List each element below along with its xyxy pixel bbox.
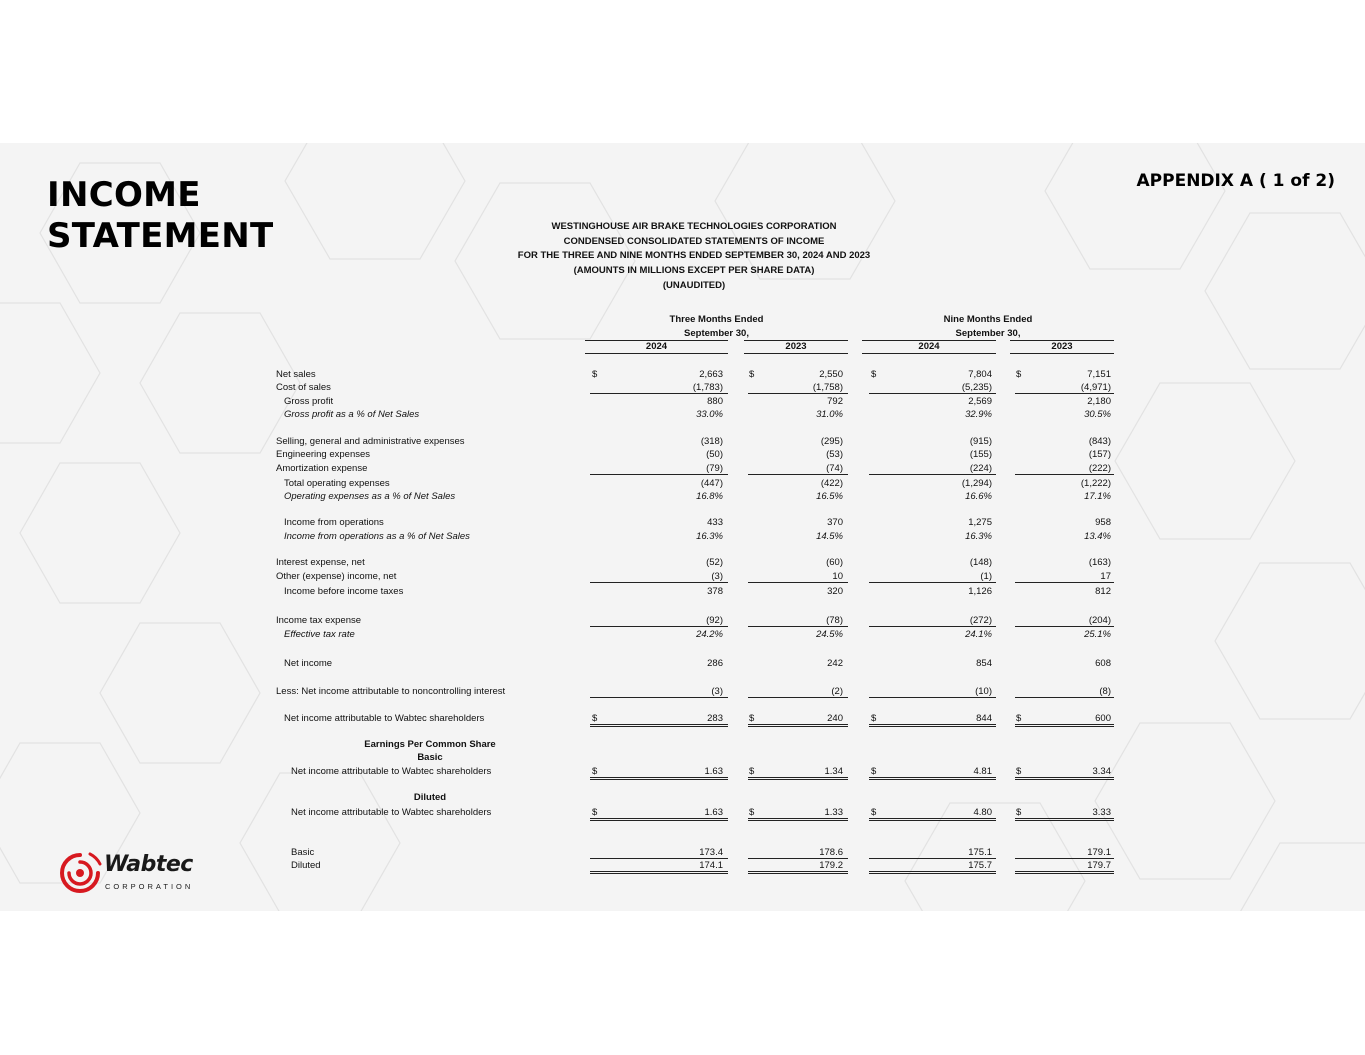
row-label: Net sales xyxy=(276,369,316,380)
currency-symbol: $ xyxy=(592,807,598,818)
logo-subtitle: CORPORATION xyxy=(105,882,194,891)
heading-line: CONDENSED CONSOLIDATED STATEMENTS OF INCOME xyxy=(563,235,825,247)
cell-value: (155) xyxy=(969,449,992,460)
row-label: Gross profit as a % of Net Sales xyxy=(284,409,420,420)
currency-symbol: $ xyxy=(1016,766,1022,777)
cell-value: (1) xyxy=(980,571,992,582)
cell-value: (222) xyxy=(1088,463,1111,474)
cell-value: (843) xyxy=(1088,436,1111,447)
row-label: Net income xyxy=(284,658,333,669)
table-row xyxy=(0,628,1365,641)
cell-value: 10 xyxy=(832,571,843,582)
cell-value: (3) xyxy=(711,686,723,697)
cell-value: 286 xyxy=(707,658,723,669)
cell-value: (157) xyxy=(1088,449,1111,460)
cell-value: 13.4% xyxy=(1084,531,1111,542)
cell-value: 24.5% xyxy=(816,629,843,640)
cell-value: (52) xyxy=(706,557,723,568)
table-row xyxy=(0,765,1365,778)
cell-value: 600 xyxy=(1095,713,1111,724)
table-row xyxy=(0,570,1365,583)
cell-value: (5,235) xyxy=(961,382,992,393)
table-row xyxy=(0,806,1365,819)
cell-value: 24.2% xyxy=(696,629,723,640)
row-label: Other (expense) income, net xyxy=(276,571,397,582)
cell-value: 24.1% xyxy=(965,629,992,640)
appendix-label: APPENDIX A ( 1 of 2) xyxy=(1136,171,1335,191)
cell-value: 179.2 xyxy=(819,860,843,871)
page-title xyxy=(47,175,274,257)
cell-value: (915) xyxy=(969,436,992,447)
cell-value: (272) xyxy=(969,615,992,626)
cell-value: 1.33 xyxy=(824,807,843,818)
cell-value: (50) xyxy=(706,449,723,460)
cell-value: 854 xyxy=(976,658,992,669)
cell-value: 844 xyxy=(976,713,992,724)
cell-value: 283 xyxy=(707,713,723,724)
cell-value: 7,804 xyxy=(968,369,992,380)
table-row xyxy=(0,846,1365,859)
cell-value: 242 xyxy=(827,658,843,669)
table-row xyxy=(0,614,1365,627)
cell-value: 433 xyxy=(707,517,723,528)
cell-value: (1,758) xyxy=(812,382,843,393)
table-row xyxy=(0,448,1365,461)
table-row xyxy=(0,516,1365,529)
group-header-line: Nine Months Ended xyxy=(943,314,1033,325)
cell-value: 3.34 xyxy=(1092,766,1111,777)
cell-value: 16.6% xyxy=(965,491,992,502)
currency-symbol: $ xyxy=(1016,369,1022,380)
cell-value: 25.1% xyxy=(1084,629,1111,640)
group-header-line: September 30, xyxy=(684,328,749,339)
table-row xyxy=(0,462,1365,475)
year-header: 2023 xyxy=(1010,340,1114,354)
cell-value: (204) xyxy=(1088,615,1111,626)
cell-value: (295) xyxy=(820,436,843,447)
cell-value: 178.6 xyxy=(819,847,843,858)
table-row xyxy=(0,435,1365,448)
group-header-nine-months xyxy=(862,313,1114,341)
table-row xyxy=(0,685,1365,698)
row-label: Effective tax rate xyxy=(284,629,355,640)
cell-value: 14.5% xyxy=(816,531,843,542)
cell-value: 16.3% xyxy=(965,531,992,542)
cell-value: 2,550 xyxy=(819,369,843,380)
wabtec-logo xyxy=(58,850,198,896)
cell-value: 1.34 xyxy=(824,766,843,777)
cell-value: (422) xyxy=(820,478,843,489)
cell-value: (1,783) xyxy=(692,382,723,393)
cell-value: 320 xyxy=(827,586,843,597)
cell-value: 175.7 xyxy=(968,860,992,871)
table-row xyxy=(0,530,1365,543)
table-row xyxy=(0,556,1365,569)
title-line-1: INCOME xyxy=(47,175,201,215)
cell-value: 30.5% xyxy=(1084,409,1111,420)
cell-value: 1.63 xyxy=(704,807,723,818)
cell-value: 16.5% xyxy=(816,491,843,502)
table-row xyxy=(0,490,1365,503)
heading-line: WESTINGHOUSE AIR BRAKE TECHNOLOGIES CORPORATION xyxy=(551,221,837,232)
cell-value: (10) xyxy=(975,686,992,697)
table-row xyxy=(0,368,1365,381)
row-label: Operating expenses as a % of Net Sales xyxy=(284,491,456,502)
currency-symbol: $ xyxy=(592,369,598,380)
table-row xyxy=(0,381,1365,394)
cell-value: 174.1 xyxy=(699,860,723,871)
cell-value: 240 xyxy=(827,713,843,724)
cell-value: (1,294) xyxy=(961,478,992,489)
row-label: Engineering expenses xyxy=(276,449,371,460)
cell-value: (163) xyxy=(1088,557,1111,568)
row-label: Net income attributable to Wabtec shareholders xyxy=(291,766,492,777)
cell-value: 2,180 xyxy=(1087,396,1111,407)
table-row xyxy=(0,657,1365,670)
cell-value: (74) xyxy=(826,463,843,474)
table-row xyxy=(0,712,1365,725)
currency-symbol: $ xyxy=(749,766,755,777)
basic-section-label: Basic xyxy=(417,752,443,763)
year-header: 2023 xyxy=(744,340,848,354)
cell-value: 378 xyxy=(707,586,723,597)
cell-value: 370 xyxy=(827,517,843,528)
table-row xyxy=(0,395,1365,408)
cell-value: 792 xyxy=(827,396,843,407)
heading-line: FOR THE THREE AND NINE MONTHS ENDED SEPTEMBER 30, 2024 AND 2023 xyxy=(517,250,871,262)
cell-value: (8) xyxy=(1099,686,1111,697)
row-label: Net income attributable to Wabtec shareholders xyxy=(291,807,492,818)
currency-symbol: $ xyxy=(749,713,755,724)
cell-value: (1,222) xyxy=(1080,478,1111,489)
cell-value: 4.81 xyxy=(973,766,992,777)
cell-value: 16.8% xyxy=(696,491,723,502)
cell-value: (79) xyxy=(706,463,723,474)
cell-value: 179.1 xyxy=(1087,847,1111,858)
cell-value: 2,569 xyxy=(968,396,992,407)
cell-value: 1,126 xyxy=(968,586,992,597)
diluted-section-label: Diluted xyxy=(413,792,447,803)
cell-value: (3) xyxy=(711,571,723,582)
cell-value: (92) xyxy=(706,615,723,626)
heading-line: (UNAUDITED) xyxy=(662,279,726,291)
currency-symbol: $ xyxy=(871,766,877,777)
currency-symbol: $ xyxy=(1016,713,1022,724)
wabtec-emblem-icon xyxy=(58,850,102,896)
cell-value: 17 xyxy=(1100,571,1111,582)
row-label: Net income attributable to Wabtec shareholders xyxy=(284,713,485,724)
cell-value: 3.33 xyxy=(1092,807,1111,818)
currency-symbol: $ xyxy=(871,713,877,724)
group-header-line: September 30, xyxy=(955,328,1021,339)
row-label: Income from operations as a % of Net Sales xyxy=(284,531,470,542)
row-label: Diluted xyxy=(291,860,321,871)
row-label: Less: Net income attributable to noncontrolling interest xyxy=(276,686,506,697)
cell-value: (148) xyxy=(969,557,992,568)
row-label: Income tax expense xyxy=(276,615,362,626)
row-label: Income before income taxes xyxy=(284,586,404,597)
cell-value: (60) xyxy=(826,557,843,568)
cell-value: 179.7 xyxy=(1087,860,1111,871)
year-header: 2024 xyxy=(585,340,728,354)
cell-value: (4,971) xyxy=(1080,382,1111,393)
cell-value: (2) xyxy=(831,686,843,697)
cell-value: 7,151 xyxy=(1087,369,1111,380)
table-row xyxy=(0,859,1365,872)
heading-line: (AMOUNTS IN MILLIONS EXCEPT PER SHARE DATA) xyxy=(573,265,815,277)
cell-value: (53) xyxy=(826,449,843,460)
cell-value: 608 xyxy=(1095,658,1111,669)
row-label: Gross profit xyxy=(284,396,334,407)
table-row xyxy=(0,408,1365,421)
row-label: Selling, general and administrative expenses xyxy=(276,436,465,447)
currency-symbol: $ xyxy=(749,807,755,818)
cell-value: 958 xyxy=(1095,517,1111,528)
cell-value: 4.80 xyxy=(973,807,992,818)
eps-section-label: Earnings Per Common Share xyxy=(364,739,496,750)
cell-value: 17.1% xyxy=(1084,491,1111,502)
logo-wordmark: Wabtec xyxy=(104,852,193,877)
row-label: Cost of sales xyxy=(276,382,331,393)
cell-value: 173.4 xyxy=(699,847,723,858)
title-line-2: STATEMENT xyxy=(47,216,274,256)
year-header: 2024 xyxy=(862,340,996,354)
currency-symbol: $ xyxy=(592,713,598,724)
cell-value: 31.0% xyxy=(816,409,843,420)
currency-symbol: $ xyxy=(1016,807,1022,818)
cell-value: 1.63 xyxy=(704,766,723,777)
row-label: Total operating expenses xyxy=(284,478,390,489)
row-label: Income from operations xyxy=(284,517,384,528)
row-label: Interest expense, net xyxy=(276,557,365,568)
row-label: Basic xyxy=(291,847,315,858)
table-row xyxy=(0,477,1365,490)
cell-value: 880 xyxy=(707,396,723,407)
cell-value: 812 xyxy=(1095,586,1111,597)
cell-value: 1,275 xyxy=(968,517,992,528)
currency-symbol: $ xyxy=(871,807,877,818)
cell-value: 175.1 xyxy=(968,847,992,858)
cell-value: (224) xyxy=(969,463,992,474)
cell-value: 16.3% xyxy=(696,531,723,542)
currency-symbol: $ xyxy=(592,766,598,777)
cell-value: (447) xyxy=(700,478,723,489)
cell-value: (318) xyxy=(700,436,723,447)
group-header-line: Three Months Ended xyxy=(669,314,764,325)
group-header-three-months xyxy=(585,313,848,341)
statement-heading xyxy=(493,220,895,294)
cell-value: (78) xyxy=(826,615,843,626)
cell-value: 2,663 xyxy=(699,369,723,380)
row-label: Amortization expense xyxy=(276,463,368,474)
cell-value: 32.9% xyxy=(965,409,992,420)
currency-symbol: $ xyxy=(871,369,877,380)
cell-value: 33.0% xyxy=(696,409,723,420)
table-row xyxy=(0,585,1365,598)
currency-symbol: $ xyxy=(749,369,755,380)
